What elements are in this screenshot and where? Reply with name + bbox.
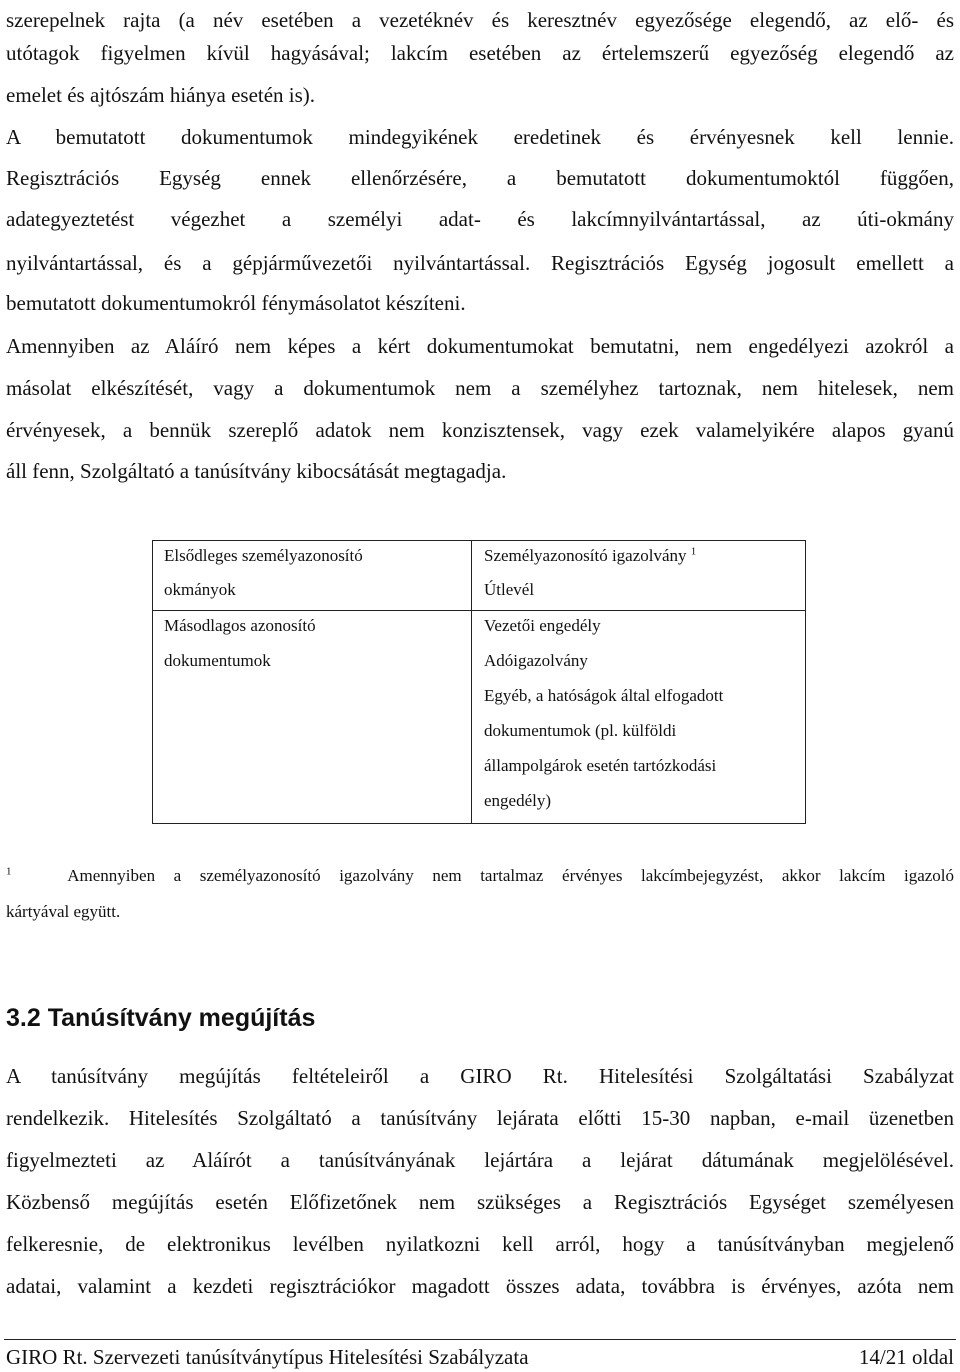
body-text-line: felkeresnie, de elektronikus levélben nyilatkozni kell arról, hogy a tanúsítványban megjelenő <box>6 1232 954 1256</box>
body-text-line: A tanúsítvány megújítás feltételeiről a GIRO Rt. Hitelesítési Szolgáltatási Szabályzat <box>6 1064 954 1088</box>
secondary-document-item: Adóigazolvány <box>484 651 588 670</box>
footnote-reference: 1 <box>690 545 697 558</box>
secondary-document-item: Vezetői engedély <box>484 616 601 635</box>
footer-page-number: 14/21 oldal <box>858 1345 954 1369</box>
footnote-continuation: kártyával együtt. <box>6 902 121 921</box>
body-text-line: rendelkezik. Hitelesítés Szolgáltató a tanúsítvány lejárata előtti 15-30 napban, e-mail üzenetben <box>6 1106 954 1130</box>
secondary-document-item: dokumentumok (pl. külföldi <box>484 721 677 740</box>
body-text-line: szerepelnek rajta (a név esetében a vezetéknév és keresztnév egyezősége elegendő, az elő- és <box>6 8 954 32</box>
body-text-line: érvényesek, a bennük szereplő adatok nem konzisztensek, vagy ezek valamelyikére alapos gyanú <box>6 418 954 442</box>
body-text-line: figyelmezteti az Aláírót a tanúsítványának lejártára a lejárat dátumának megjelölésével. <box>6 1148 954 1172</box>
secondary-document-item: Egyéb, a hatóságok által elfogadott <box>484 686 724 705</box>
body-text-line: A bemutatott dokumentumok mindegyikének eredetinek és érvényesnek kell lennie. <box>6 125 954 149</box>
footnote-marker: 1 <box>6 865 12 878</box>
body-text-line: Közbenső megújítás esetén Előfizetőnek nem szükséges a Regisztrációs Egységet személyesen <box>6 1190 954 1214</box>
primary-documents-label: Elsődleges személyazonosító <box>164 546 363 565</box>
table-column-divider <box>471 541 472 823</box>
primary-documents-label: okmányok <box>164 580 236 599</box>
section-heading <box>6 1002 315 1034</box>
body-text-line: bemutatott dokumentumokról fénymásolatot készíteni. <box>6 291 466 315</box>
section-title: Tanúsítvány megújítás <box>47 1004 316 1032</box>
body-text-line: Amennyiben az Aláíró nem képes a kért dokumentumokat bemutatni, nem engedélyezi azokról a <box>6 334 954 358</box>
footer-document-title: GIRO Rt. Szervezeti tanúsítványtípus Hitelesítési Szabályzata <box>6 1345 529 1369</box>
secondary-document-item: engedély) <box>484 791 552 810</box>
secondary-documents-label: Másodlagos azonosító <box>164 616 316 635</box>
secondary-document-item: állampolgárok esetén tartózkodási <box>484 756 717 775</box>
body-text-line: áll fenn, Szolgáltató a tanúsítvány kibocsátását megtagadja. <box>6 459 507 483</box>
body-text-line: adategyeztetést végezhet a személyi adat- és lakcímnyilvántartással, az úti-okmány <box>6 207 954 231</box>
footnote: $^1$ Amennyiben a személyazonosító igazolvány nem tartalmaz érvényes lakcímbejegyzést, akkor lakcím igazoló <box>6 865 955 885</box>
body-text-line: nyilvántartással, és a gépjárművezetői nyilvántartással. Regisztrációs Egység jogosult emellett a <box>6 251 954 275</box>
body-text-line: utótagok figyelmen kívül hagyásával; lakcím esetében az értelemszerű egyezőség elegendő az <box>6 41 954 65</box>
body-text-line: adatai, valamint a kezdeti regisztrációkor magadott összes adata, továbbra is érvényes, azóta nem <box>6 1274 954 1298</box>
section-number: 3.2 <box>6 1004 41 1032</box>
secondary-documents-label: dokumentumok <box>164 651 271 670</box>
body-text-line: Regisztrációs Egység ennek ellenőrzésére, a bemutatott dokumentumoktól függően, <box>6 166 954 190</box>
body-text-line: emelet és ajtószám hiánya esetén is). <box>6 83 316 107</box>
footer-divider <box>4 1339 956 1340</box>
primary-document-item: Útlevél <box>484 580 535 599</box>
document-types-table <box>152 540 806 824</box>
body-text-line: másolat elkészítését, vagy a dokumentumok nem a személyhez tartoznak, nem hitelesek, nem <box>6 376 954 400</box>
primary-document-item: Személyazonosító igazolvány $^1$ <box>484 545 697 565</box>
